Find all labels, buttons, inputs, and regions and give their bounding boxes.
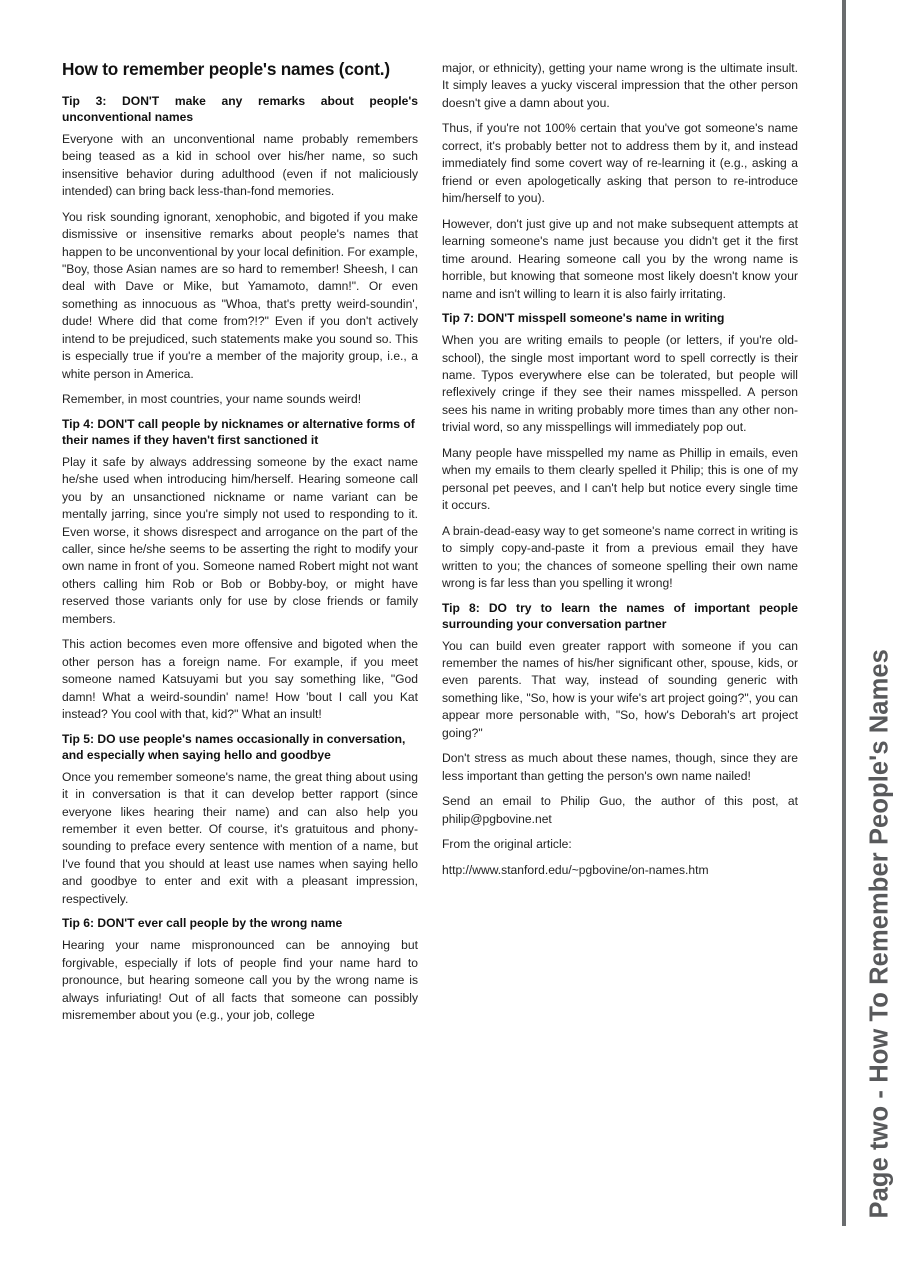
heading-tip-6: Tip 6: DON'T ever call people by the wrong name	[62, 916, 343, 931]
paragraph-tip3-2: You risk sounding ignorant, xenophobic, and bigoted if you make dismissive or insensitive remarks about people's names that happen to be unconventional by your local definition. For example, "Boy, those Asian names are so hard to remember! Sheesh, I can deal with Dave or Mike, but Yamamoto, damn!". Or even something as innocuous as "Whoa, that's pretty weird-soundin', dude! Where did that come from?!?" Even if you don't actively intend to be prejudiced, such statements make you sound so. This is especially true if you're a member of the majority group, i.e., a white person in America.	[62, 209, 418, 381]
paragraph-tip6-3: However, don't just give up and not make subsequent attempts at learning someone's name just because you didn't get it the first time around. Hearing someone call you by the wrong name is horrible, but knowing that someone most likely doesn't know your name and isn't willing to learn it is also fairly irritating.	[442, 216, 798, 301]
label-original-article: From the original article:	[442, 837, 572, 852]
heading-tip-5: Tip 5: DO use people's names occasionally in conversation, and especially when saying hello and goodbye	[62, 731, 406, 762]
paragraph-tip7-1: When you are writing emails to people (or letters, if you're old-school), the single most important word to spell correctly is their name. Typos everywhere else can be tolerated, but people will reflexively cringe if they see their names misspelled. A person sees his name in writing probably more times than any other non-trivial word, so any misspellings will immediately pop out.	[442, 333, 798, 435]
side-title-container	[849, 0, 901, 1226]
paragraph-tip3-3: Remember, in most countries, your name sounds weird!	[62, 392, 362, 407]
link-original-article[interactable]: http://www.stanford.edu/~pgbovine/on-names.htm	[442, 862, 709, 877]
right-column	[442, 60, 798, 887]
paragraph-tip5-1: Once you remember someone's name, the great thing about using it in conversation is that it can develop better rapport (since everyone likes hearing their name) and can also help you remember it even better. Of course, it's gratuitous and phony-sounding to preface every sentence with mention of a name, but I've found that you should at least use names when saying hello and goodbye to enter and exit with a pleasant impression, respectively.	[62, 769, 418, 906]
paragraph-tip8-2: Don't stress as much about these names, though, since they are less important than getting the person's own name nailed!	[442, 751, 798, 783]
paragraph-tip7-3: A brain-dead-easy way to get someone's name correct in writing is to simply copy-and-paste it from a previous email they have written to you; the chances of someone spelling their own name wrong is far less than you spelling it wrong!	[442, 523, 798, 591]
side-divider-rule	[842, 0, 846, 1226]
paragraph-tip7-2: Many people have misspelled my name as Phillip in emails, even when my emails to them clearly spelled it Philip; this is one of my personal pet peeves, and I can't help but notice every single time it occurs.	[442, 445, 798, 513]
running-header-title: Page two - How To Remember People's Names	[865, 648, 894, 1218]
paragraph-contact: Send an email to Philip Guo, the author of this post, at philip@pgbovine.net	[442, 794, 798, 826]
left-column	[62, 60, 418, 1033]
heading-tip-3: Tip 3: DON'T make any remarks about people's unconventional names	[62, 93, 418, 124]
paragraph-tip4-1: Play it safe by always addressing someone by the exact name he/she used when introducing him/herself. Hearing someone call you by an unsanctioned nickname or name variant can be mentally jarring, since you're simply not used to responding to it. Even worse, it shows disrespect and arrogance on the part of the caller, since he/she seems to be asserting the right to modify your own name in front of you. Someone named Robert might not want others calling him Rob or Bob or Bobby-boy, or might have reserved those variants only for use by close friends or family members.	[62, 454, 418, 626]
paragraph-tip3-1: Everyone with an unconventional name probably remembers being teased as a kid in school over his/her name, so such insensitive behavior during adulthood (even if not maliciously intended) can bring back less-than-fond memories.	[62, 131, 418, 199]
heading-tip-7: Tip 7: DON'T misspell someone's name in writing	[442, 311, 725, 326]
paragraph-tip8-1: You can build even greater rapport with someone if you can remember the names of his/her significant other, spouse, kids, or even parents. That way, instead of sounding generic with something like, "So, how is your wife's art project going?", you can appear more personable with, "So, how's Deborah's art project going?"	[442, 638, 798, 740]
heading-tip-8: Tip 8: DO try to learn the names of important people surrounding your conversation partner	[442, 600, 798, 631]
page-title: How to remember people's names (cont.)	[62, 59, 390, 79]
article-columns	[62, 60, 808, 1235]
heading-tip-4: Tip 4: DON'T call people by nicknames or alternative forms of their names if they haven't first sanctioned it	[62, 416, 415, 447]
paragraph-tip6-continued: major, or ethnicity), getting your name wrong is the ultimate insult. It simply leaves a yucky visceral impression that the other person doesn't give a damn about you.	[442, 61, 798, 110]
paragraph-tip6-2: Thus, if you're not 100% certain that you've got someone's name correct, it's probably better not to address them by it, and instead immediately find some covert way of re-learning it (e.g., asking a friend or even apologetically asking that person to re-introduce him/herself to you).	[442, 121, 798, 206]
paragraph-tip6-1: Hearing your name mispronounced can be annoying but forgivable, especially if lots of people find your name hard to pronounce, but hearing someone call you by the wrong name is always infuriating! Out of all facts that someone can possibly misremember about you (e.g., your job, college	[62, 938, 418, 1023]
paragraph-tip4-2: This action becomes even more offensive and bigoted when the other person has a foreign name. For example, if you meet someone named Katsuyami but you say something like, "God damn! What a weird-soundin' name! How 'bout I call you Kat instead? You cool with that, kid?" What an insult!	[62, 637, 418, 722]
